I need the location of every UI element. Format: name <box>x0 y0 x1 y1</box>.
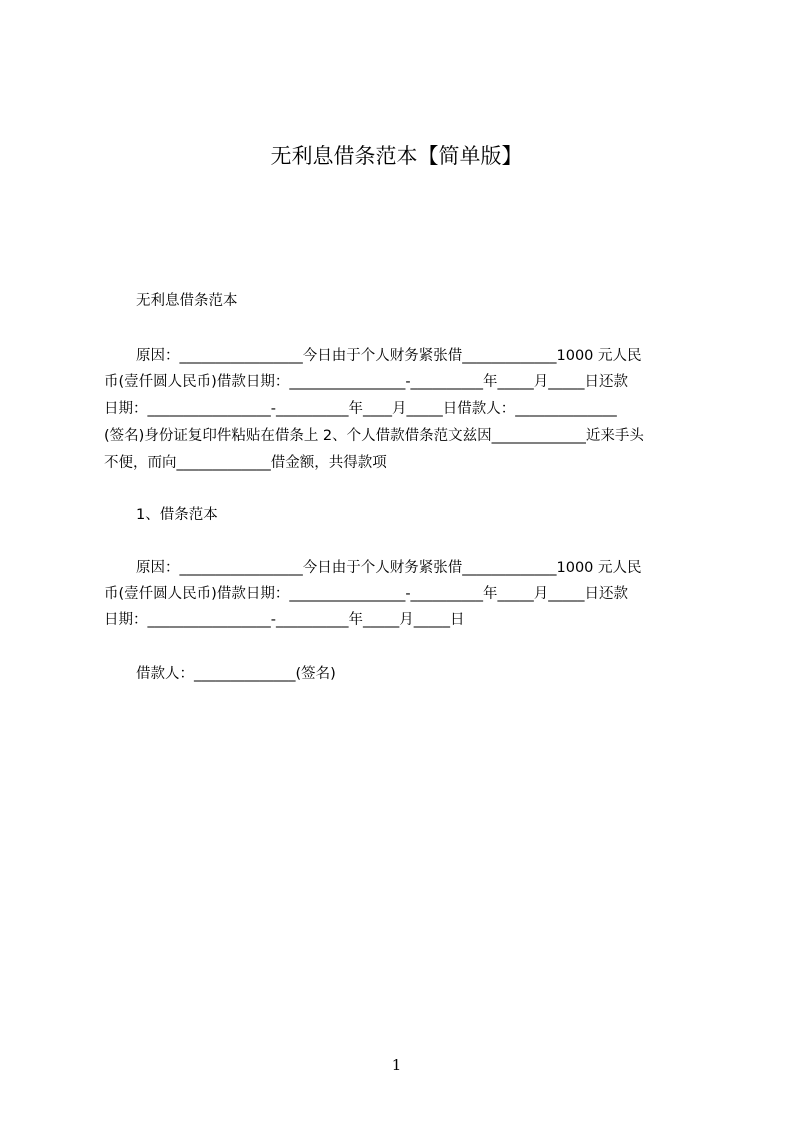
section2-heading: 1、借条范本 <box>136 507 218 523</box>
document-title: 无利息借条范本【简单版】 <box>270 144 523 168</box>
section2-paragraph-line: 原因：_________________今日由于个人财务紧张借_____________1000 元人民 <box>136 560 642 576</box>
section1-paragraph-line: 不便，而向_____________借金额，共得款项 <box>104 455 387 471</box>
section2-paragraph-line: 币(壹仟圆人民币)借款日期：________________-__________年_____月_____日还款 <box>104 586 629 602</box>
borrower-signature-line: 借款人：______________(签名) <box>136 666 336 682</box>
section1-heading: 无利息借条范本 <box>136 293 238 309</box>
section1-paragraph-line: 币(壹仟圆人民币)借款日期：________________-__________年_____月_____日还款 <box>104 374 629 390</box>
page-number: 1 <box>391 1056 402 1074</box>
section1-paragraph-line: 原因：_________________今日由于个人财务紧张借_____________1000 元人民 <box>136 348 642 364</box>
section1-paragraph-line: 日期：_________________-__________年____月_____日借款人：______________ <box>104 401 617 417</box>
section2-paragraph-line: 日期：_________________-__________年_____月_____日 <box>104 612 465 628</box>
section1-paragraph-line: (签名)身份证复印件粘贴在借条上 2、个人借款借条范文兹因_____________近来手头 <box>104 428 644 444</box>
